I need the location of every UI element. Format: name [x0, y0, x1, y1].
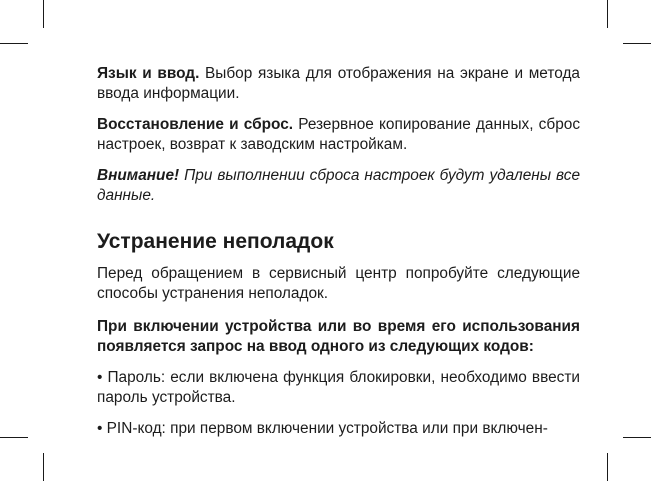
paragraph-text: Выбор языка для отображения на экране и метода ввода информации. [97, 65, 580, 102]
paragraph-title: Восстановление и сброс. [97, 116, 294, 133]
crop-mark-top-left-vertical [43, 0, 44, 28]
page-content [97, 64, 580, 439]
warning-title: Внимание! [97, 167, 180, 184]
paragraph-backup-reset [97, 115, 580, 155]
crop-mark-bottom-right-horizontal [623, 437, 651, 438]
paragraph-title: Язык и ввод. [97, 65, 200, 82]
warning-text: При выполнении сброса настроек будут удалены все данные. [97, 167, 580, 204]
warning-note [97, 166, 580, 206]
crop-mark-bottom-left-horizontal [0, 437, 28, 438]
paragraph-language-input [97, 64, 580, 104]
list-item: • Пароль: если включена функция блокировки, необходимо ввести пароль устройства. [97, 369, 580, 406]
troubleshooting-intro: Перед обращением в сервисный центр попробуйте следующие способы устранения неполадок. [97, 265, 580, 302]
list-item: • PIN-код: при первом включении устройства или при включен- [97, 420, 548, 437]
section-heading: Устранение неполадок [97, 230, 334, 253]
crop-mark-bottom-left-vertical [43, 453, 44, 481]
crop-mark-top-right-horizontal [623, 43, 651, 44]
paragraph-text: Резервное копирование данных, сброс настроек, возврат к заводским настройкам. [97, 116, 581, 153]
crop-mark-top-right-vertical [607, 0, 608, 28]
crop-mark-bottom-right-vertical [607, 453, 608, 481]
troubleshooting-subheading: При включении устройства или во время его использования появляется запрос на ввод одного из следующих кодов: [97, 318, 580, 355]
crop-mark-top-left-horizontal [0, 43, 28, 44]
